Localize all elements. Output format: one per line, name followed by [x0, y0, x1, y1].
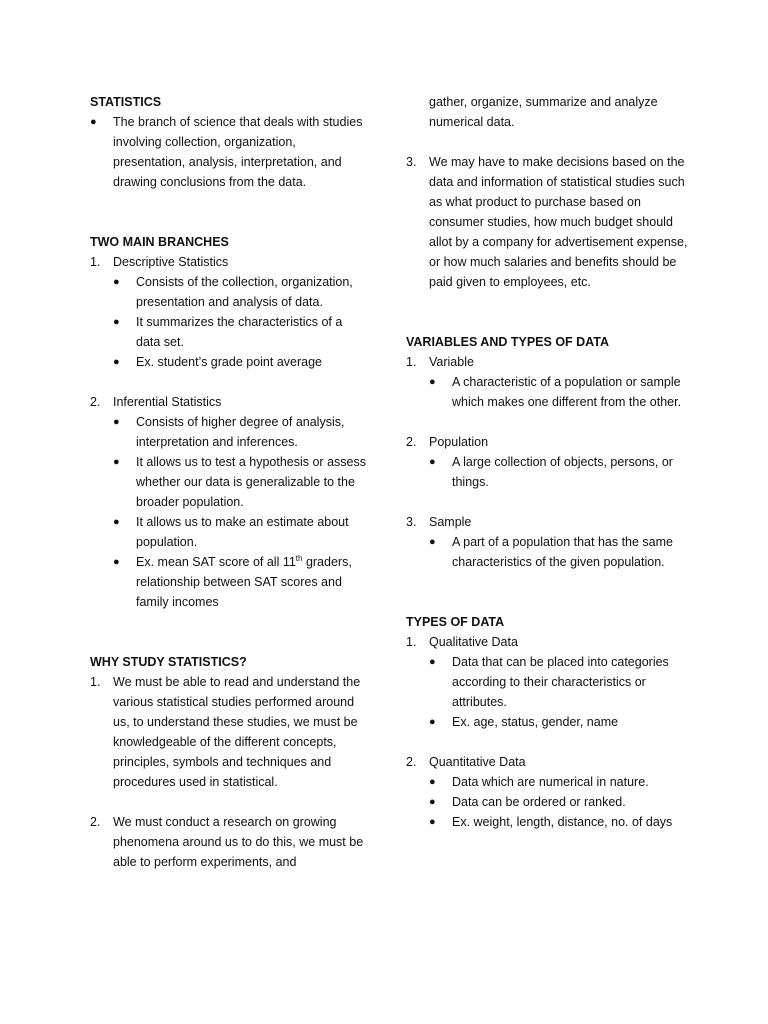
statistics-definition-text: The branch of science that deals with studies involving collection, organization, presentation, analysis, interpretation, and drawing conclusions from the data.	[113, 115, 363, 189]
list-number: 1.	[406, 635, 417, 649]
bullet-text: A large collection of objects, persons, or things.	[452, 455, 673, 489]
bullet-icon: ●	[113, 276, 120, 288]
bullet-text: Data that can be placed into categories according to their characteristics or attributes.	[452, 655, 669, 709]
bullet-text: Ex. mean SAT score of all 11	[136, 555, 296, 569]
list-item	[113, 512, 370, 552]
item-label: Variable	[429, 355, 474, 369]
bullet-icon: ●	[90, 116, 97, 128]
list-number: 2.	[406, 755, 417, 769]
bullet-text: Ex. weight, length, distance, no. of days	[452, 815, 673, 829]
list-item	[429, 772, 696, 792]
branch-descriptive	[90, 252, 370, 372]
list-number: 3.	[406, 155, 417, 169]
list-item	[113, 272, 370, 312]
reason-text: We may have to make decisions based on the data and information of statistical studies such as what product to purchase based on consumer studies, how much budget should allot by a company for advertisement expense, or how much salaries and benefits should be paid given to employees, etc.	[429, 155, 688, 289]
qualitative-item	[406, 632, 696, 732]
bullet-icon: ●	[113, 316, 120, 328]
list-number: 2.	[90, 395, 101, 409]
reason-text: We must be able to read and understand the various statistical studies performed around us, to understand these studies, we must be knowledgeable of the different concepts, principles, symbols and techniques and procedures used in statistical.	[113, 675, 361, 789]
list-item	[429, 712, 696, 732]
bullet-text: Ex. student’s grade point average	[136, 355, 323, 369]
list-item	[429, 452, 696, 492]
bullet-icon: ●	[429, 376, 436, 388]
bullet-text: graders, relationship between SAT scores and family incomes	[136, 555, 352, 609]
list-item	[429, 652, 696, 712]
variable-item	[406, 352, 696, 412]
bullet-icon: ●	[429, 456, 436, 468]
bullet-icon: ●	[113, 356, 120, 368]
bullet-icon: ●	[113, 556, 120, 568]
list-number: 2.	[90, 815, 101, 829]
reason-continuation: gather, organize, summarize and analyze numerical data.	[429, 95, 658, 129]
bullet-icon: ●	[113, 456, 120, 468]
branch-inferential	[90, 392, 370, 612]
why-reason-2	[90, 812, 370, 872]
statistics-heading: STATISTICS	[90, 95, 162, 109]
item-label: Population	[429, 435, 489, 449]
reason-text: We must conduct a research on growing phenomena around us to do this, we must be able to perform experiments, and	[113, 815, 364, 869]
bullet-text: Consists of higher degree of analysis, interpretation and inferences.	[136, 415, 345, 449]
list-number: 1.	[406, 355, 417, 369]
list-number: 3.	[406, 515, 417, 529]
list-item	[429, 372, 696, 412]
list-item	[113, 452, 370, 512]
bullet-text: It allows us to make an estimate about population.	[136, 515, 349, 549]
variables-heading: VARIABLES AND TYPES OF DATA	[406, 335, 610, 349]
why-reason-3	[406, 152, 696, 292]
statistics-definition	[90, 112, 370, 192]
bullet-icon: ●	[429, 656, 436, 668]
item-label: Sample	[429, 515, 472, 529]
item-label: Quantitative Data	[429, 755, 526, 769]
bullet-icon: ●	[429, 796, 436, 808]
list-item	[113, 352, 370, 372]
left-column	[90, 92, 370, 872]
list-item	[429, 792, 696, 812]
bullet-icon: ●	[429, 536, 436, 548]
bullet-text: A characteristic of a population or sample which makes one different from the other.	[452, 375, 682, 409]
list-item	[113, 312, 370, 352]
bullet-text: It allows us to test a hypothesis or assess whether our data is generalizable to the broader population.	[136, 455, 366, 509]
bullet-icon: ●	[429, 716, 436, 728]
list-number: 2.	[406, 435, 417, 449]
branches-heading: TWO MAIN BRANCHES	[90, 235, 229, 249]
population-item	[406, 432, 696, 492]
bullet-text: A part of a population that has the same characteristics of the given population.	[452, 535, 673, 569]
bullet-icon: ●	[429, 776, 436, 788]
list-number: 1.	[90, 255, 101, 269]
bullet-text: Consists of the collection, organization, presentation and analysis of data.	[136, 275, 353, 309]
superscript: th	[295, 553, 303, 563]
bullet-text: Data can be ordered or ranked.	[452, 795, 626, 809]
why-reason-1	[90, 672, 370, 792]
quantitative-item	[406, 752, 696, 832]
right-column	[406, 92, 696, 832]
why-heading: WHY STUDY STATISTICS?	[90, 655, 247, 669]
item-label: Qualitative Data	[429, 635, 518, 649]
list-item	[113, 412, 370, 452]
bullet-text: Ex. age, status, gender, name	[452, 715, 619, 729]
list-item	[429, 532, 696, 572]
branch-label: Descriptive Statistics	[113, 255, 229, 269]
list-item	[429, 812, 696, 832]
branch-label: Inferential Statistics	[113, 395, 222, 409]
sample-item	[406, 512, 696, 572]
bullet-text: It summarizes the characteristics of a data set.	[136, 315, 343, 349]
list-number: 1.	[90, 675, 101, 689]
types-heading: TYPES OF DATA	[406, 615, 505, 629]
bullet-icon: ●	[113, 416, 120, 428]
list-item	[113, 552, 370, 612]
bullet-icon: ●	[429, 816, 436, 828]
bullet-text: Data which are numerical in nature.	[452, 775, 649, 789]
bullet-icon: ●	[113, 516, 120, 528]
